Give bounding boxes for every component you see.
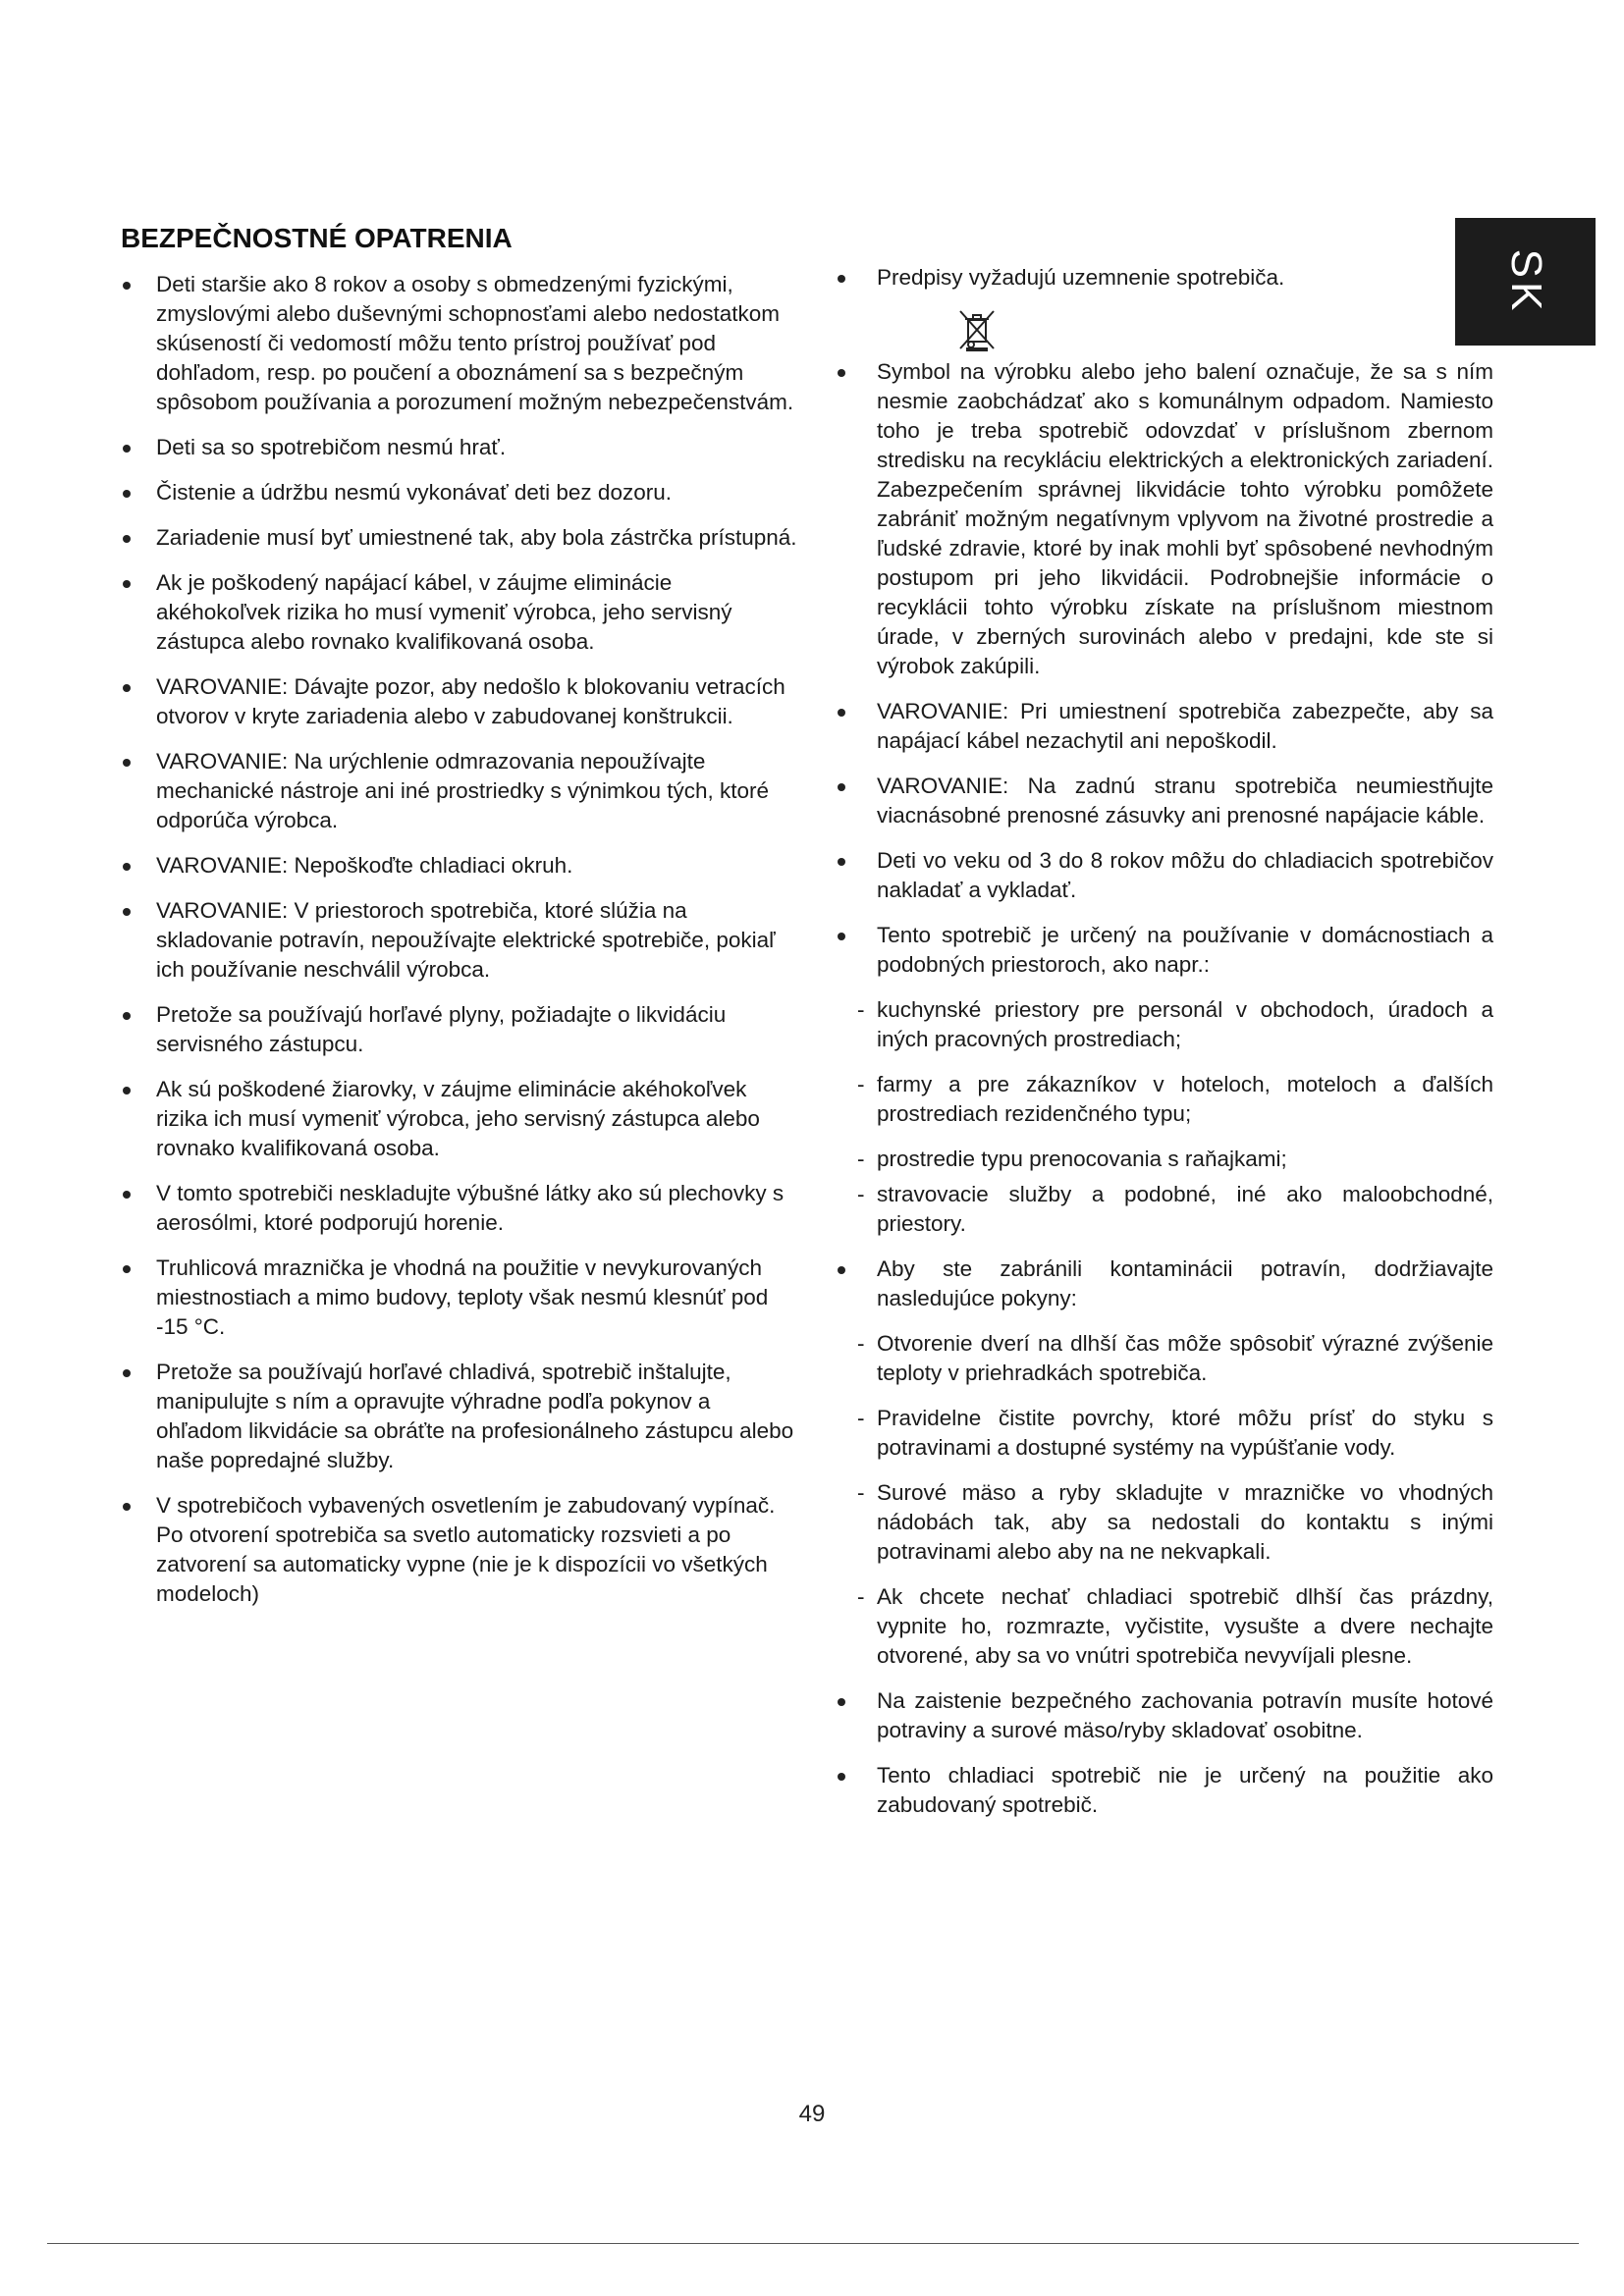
bullet-icon [123, 1265, 131, 1273]
list-item: VAROVANIE: Na urýchlenie odmrazovania nepoužívajte mechanické nástroje ani iné prostriedky s výnimkou tých, ktoré odporúča výrobca. [121, 747, 798, 835]
bullet-icon [838, 783, 845, 791]
bullet-icon [123, 1087, 131, 1095]
sub-list-item: - farmy a pre zákazníkov v hoteloch, moteloch a ďalších prostrediach rezidenčného typu; [857, 1072, 1493, 1126]
left-column [121, 270, 798, 1625]
list-item: Aby ste zabránili kontaminácii potravín, dodržiavajte nasledujúce pokyny: [838, 1255, 1493, 1313]
list-item: Truhlicová mraznička je vhodná na použitie v nevykurovaných miestnostiach a mimo budovy, teploty však nesmú klesnúť pod -15 °C. [121, 1254, 798, 1342]
list-item: Zariadenie musí byť umiestnené tak, aby bola zástrčka prístupná. [121, 523, 798, 553]
bullet-icon [123, 580, 131, 588]
bullet-icon [123, 759, 131, 767]
bullet-icon [123, 863, 131, 871]
sub-list-item: - prostredie typu prenocovania s raňajkami; [857, 1147, 1287, 1171]
bullet-icon [123, 1503, 131, 1511]
bullet-icon [123, 684, 131, 692]
list-item: Čistenie a údržbu nesmú vykonávať deti bez dozoru. [121, 478, 798, 507]
list-item: Symbol na výrobku alebo jeho balení označuje, že sa s ním nesmie zaobchádzať ako s komunálnym odpadom. Namiesto toho je treba spotrebič odovzdať v príslušnom zbernom stredisku na recykláciu elektrických a elektronických zariadení. Zabezpečením správnej likvidácie tohto výrobku pomôžete zabrániť možným negatívnym vplyvom na životné prostredie a ľudské zdravie, ktoré by inak mohli byť spôsobené nevhodným postupom pri jeho likvidácii. Podrobnejšie informácie o recyklácii tohto výrobku získate na príslušnom miestnom úrade, v zberných surovinách alebo v predajni, kde ste si výrobok zakúpili. [838, 357, 1493, 681]
bullet-icon [123, 535, 131, 543]
bullet-icon [123, 1369, 131, 1377]
page-title: BEZPEČNOSTNÉ OPATRENIA [121, 223, 513, 253]
list-item: VAROVANIE: Na zadnú stranu spotrebiča neumiestňujte viacnásobné prenosné zásuvky ani prenosné napájacie káble. [838, 772, 1493, 830]
list-item: Ak sú poškodené žiarovky, v záujme eliminácie akéhokoľvek rizika ich musí vymeniť výrobca, jeho servisný zástupca alebo rovnako kvalifikovaná osoba. [121, 1075, 798, 1163]
list-item: Deti vo veku od 3 do 8 rokov môžu do chladiacich spotrebičov nakladať a vykladať. [838, 846, 1493, 905]
bullet-icon [838, 1266, 845, 1274]
bullet-icon [123, 908, 131, 916]
list-item: VAROVANIE: Nepoškoďte chladiaci okruh. [121, 851, 798, 881]
bullet-icon [123, 282, 131, 290]
sub-list-item: - stravovacie služby a podobné, iné ako maloobchodné, priestory. [857, 1182, 1493, 1236]
list-item: Ak je poškodený napájací kábel, v záujme eliminácie akéhokoľvek rizika ho musí vymeniť výrobca, jeho servisný zástupca alebo rovnako kvalifikovaná osoba. [121, 568, 798, 657]
list-item: V tomto spotrebiči neskladujte výbušné látky ako sú plechovky s aerosólmi, ktoré podporujú horenie. [121, 1179, 798, 1238]
bullet-icon [838, 858, 845, 866]
list-item: Na zaistenie bezpečného zachovania potravín musíte hotové potraviny a surové mäso/ryby skladovať osobitne. [838, 1686, 1493, 1745]
bullet-icon [838, 369, 845, 377]
list-item: Pretože sa používajú horľavé plyny, požiadajte o likvidáciu servisného zástupcu. [121, 1000, 798, 1059]
sub-list-item: - Otvorenie dverí na dlhší čas môže spôsobiť výrazné zvýšenie teploty v priehradkách spotrebiča. [857, 1331, 1493, 1385]
page-number: 49 [798, 2101, 826, 2127]
bullet-icon [838, 933, 845, 940]
bullet-icon [838, 709, 845, 717]
sub-list-item: - kuchynské priestory pre personál v obchodoch, úradoch a iných pracovných prostrediach; [857, 997, 1493, 1051]
right-column [838, 263, 1493, 1836]
list-item: Deti staršie ako 8 rokov a osoby s obmedzenými fyzickými, zmyslovými alebo duševnými schopnosťami alebo nedostatkom skúseností či vedomostí môžu tento prístroj používať pod dohľadom, resp. po poučení a oboznámení sa s bezpečným spôsobom používania a porozumení možným nebezpečenstvám. [121, 270, 798, 417]
list-item: Predpisy vyžadujú uzemnenie spotrebiča. [838, 263, 1493, 293]
list-item: Tento chladiaci spotrebič nie je určený na použitie ako zabudovaný spotrebič. [838, 1761, 1493, 1820]
list-item: VAROVANIE: Dávajte pozor, aby nedošlo k blokovaniu vetracích otvorov v kryte zariadenia alebo v zabudovanej konštrukcii. [121, 672, 798, 731]
list-item: Deti sa so spotrebičom nesmú hrať. [121, 433, 798, 462]
bullet-icon [838, 1773, 845, 1781]
sub-list-item: - Surové mäso a ryby skladujte v mrazničke vo vhodných nádobách tak, aby sa nedostali do kontaktu s inými potravinami alebo aby na ne nekvapkali. [857, 1480, 1493, 1564]
language-tab-label: SK [1501, 248, 1550, 315]
list-item: V spotrebičoch vybavených osvetlením je zabudovaný vypínač. Po otvorení spotrebiča sa svetlo automaticky rozsvieti a po zatvorení sa automaticky vypne (nie je k dispozícii vo všetkých modeloch) [121, 1491, 798, 1609]
bullet-icon [123, 445, 131, 453]
bullet-icon [123, 1191, 131, 1199]
bullet-icon [123, 1012, 131, 1020]
sub-list-item: - Ak chcete nechať chladiaci spotrebič dlhší čas prázdny, vypnite ho, rozmrazte, vyčistite, vysušte a dvere nechajte otvorené, aby sa vo vnútri spotrebiča nevyvíjali plesne. [857, 1584, 1493, 1668]
sub-list-item: - Pravidelne čistite povrchy, ktoré môžu prísť do styku s potravinami a dostupné systémy na vypúšťanie vody. [857, 1406, 1493, 1460]
bullet-icon [123, 490, 131, 498]
bullet-icon [838, 1698, 845, 1706]
list-item: VAROVANIE: V priestoroch spotrebiča, ktoré slúžia na skladovanie potravín, nepoužívajte elektrické spotrebiče, pokiaľ ich používanie neschválil výrobca. [121, 896, 798, 985]
list-item: VAROVANIE: Pri umiestnení spotrebiča zabezpečte, aby sa napájací kábel nezachytil ani nepoškodil. [838, 697, 1493, 756]
footer-divider [47, 2243, 1579, 2244]
list-item: Tento spotrebič je určený na používanie v domácnostiach a podobných priestoroch, ako napr.: [838, 921, 1493, 980]
list-item: Pretože sa používajú horľavé chladivá, spotrebič inštalujte, manipulujte s ním a opravujte výhradne podľa pokynov a ohľadom likvidácie sa obráťte na profesionálneho zástupcu alebo naše popredajné služby. [121, 1358, 798, 1475]
crossed-out-bin-icon [957, 308, 997, 351]
bullet-icon [838, 275, 845, 283]
